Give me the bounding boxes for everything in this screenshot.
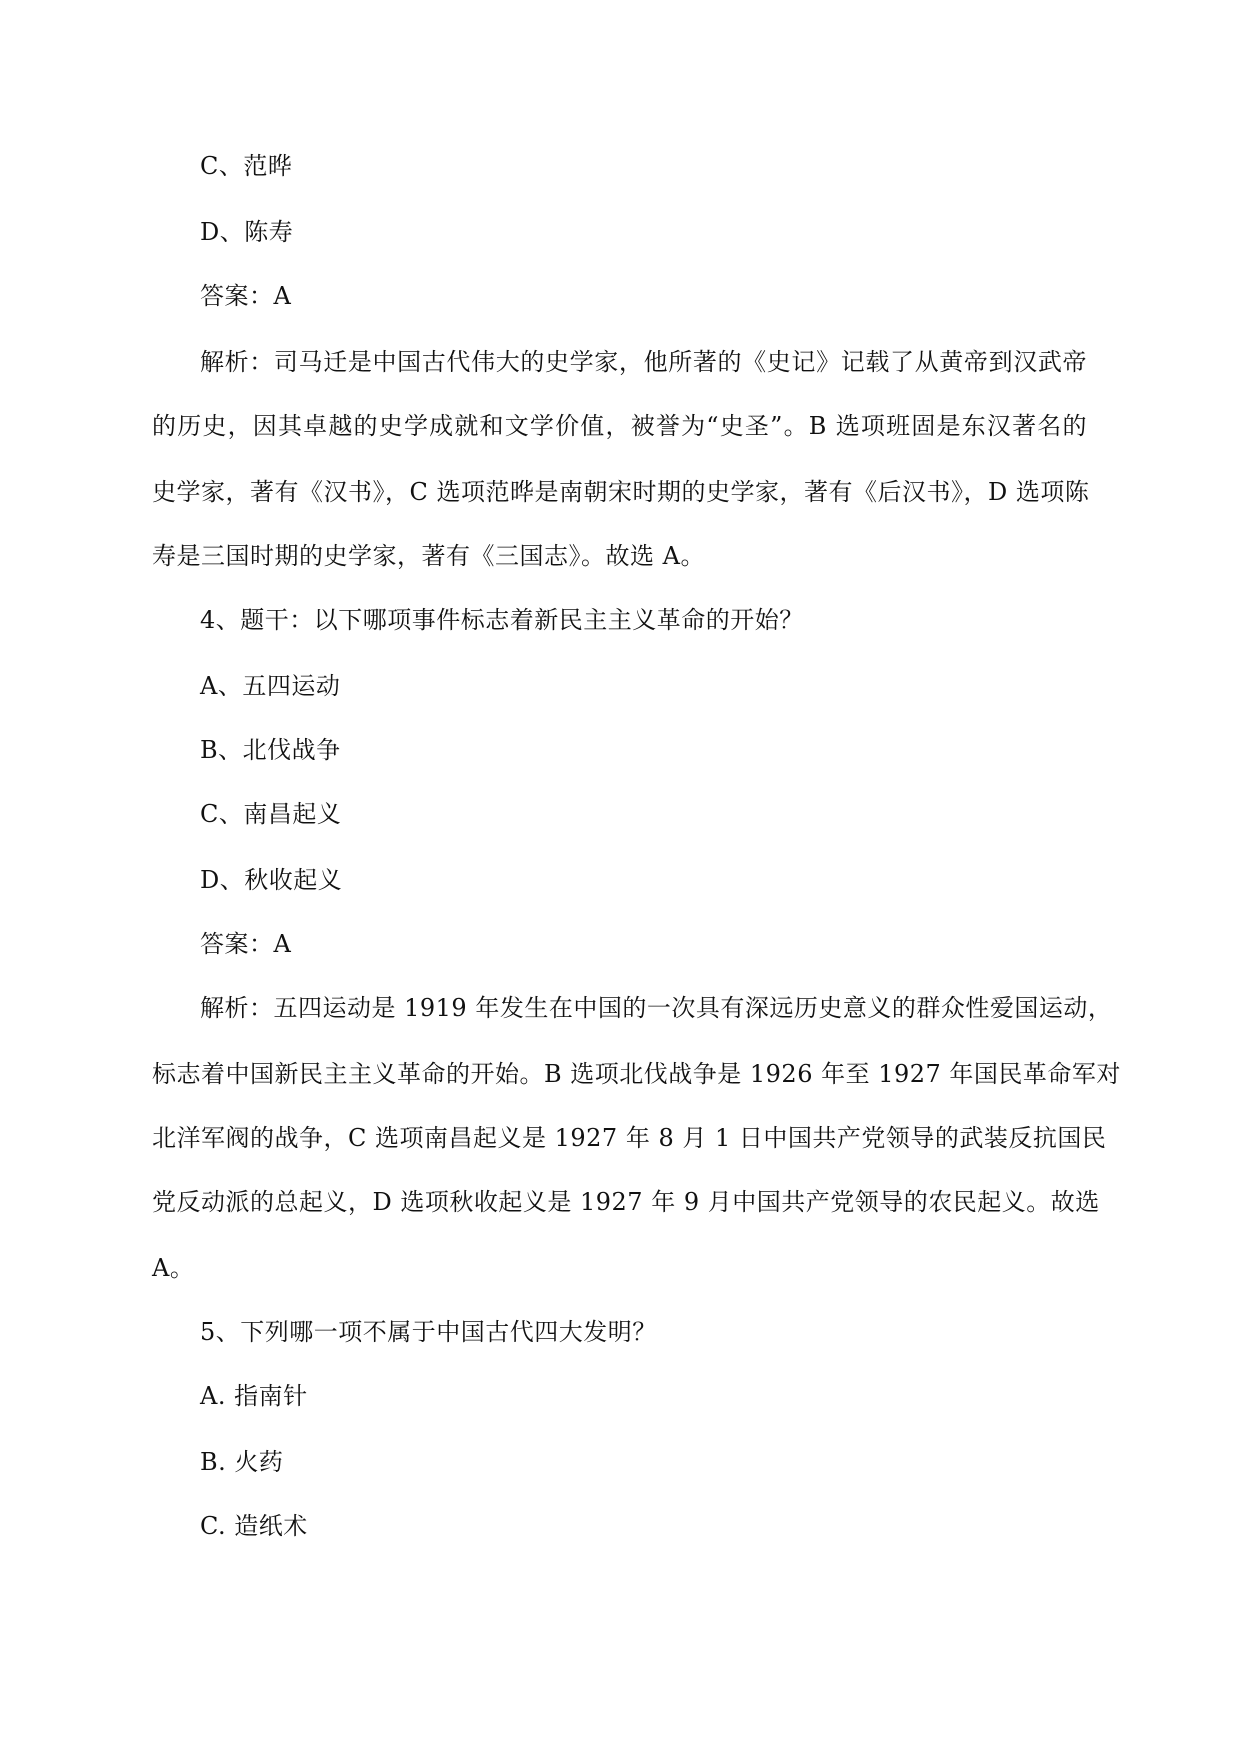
q3-analysis-line-4: 寿是三国时期的史学家，著有《三国志》。故选 A。	[152, 542, 705, 570]
q3-analysis-line-1: 解析：司马迁是中国古代伟大的史学家，他所著的《史记》记载了从黄帝到汉武帝	[200, 348, 1087, 376]
q3-answer: 答案：A	[200, 282, 292, 310]
q4-answer: 答案：A	[200, 930, 292, 958]
q3-option-d: D、陈寿	[200, 218, 294, 246]
q4-option-b: B、北伐战争	[200, 736, 341, 764]
q3-analysis-line-2: 的历史，因其卓越的史学成就和文学价值，被誉为“史圣”。B 选项班固是东汉著名的	[152, 412, 1087, 440]
q4-option-a: A、五四运动	[200, 672, 341, 700]
q4-analysis-line-2: 标志着中国新民主主义革命的开始。B 选项北伐战争是 1926 年至 1927 年国民革命军对	[152, 1060, 1121, 1088]
q4-option-d: D、秋收起义	[200, 866, 343, 894]
q4-analysis-line-4: 党反动派的总起义，D 选项秋收起义是 1927 年 9 月中国共产党领导的农民起义。故选	[152, 1188, 1100, 1216]
q4-stem: 4、题干：以下哪项事件标志着新民主主义革命的开始？	[200, 606, 804, 634]
q3-analysis-line-3: 史学家，著有《汉书》，C 选项范晔是南朝宋时期的史学家，著有《后汉书》，D 选项陈	[152, 478, 1090, 506]
q4-option-c: C、南昌起义	[200, 800, 342, 828]
q5-option-a: A. 指南针	[200, 1382, 308, 1410]
q4-analysis-line-5: A。	[152, 1254, 195, 1282]
q4-analysis-line-3: 北洋军阀的战争，C 选项南昌起义是 1927 年 8 月 1 日中国共产党领导的武装反抗国民	[152, 1124, 1107, 1152]
q5-option-b: B. 火药	[200, 1448, 284, 1476]
q4-analysis-line-1: 解析：五四运动是 1919 年发生在中国的一次具有深远历史意义的群众性爱国运动，	[200, 994, 1113, 1022]
q5-stem: 5、下列哪一项不属于中国古代四大发明？	[200, 1318, 657, 1346]
q5-option-c: C. 造纸术	[200, 1512, 308, 1540]
q3-option-c: C、范晔	[200, 152, 293, 180]
